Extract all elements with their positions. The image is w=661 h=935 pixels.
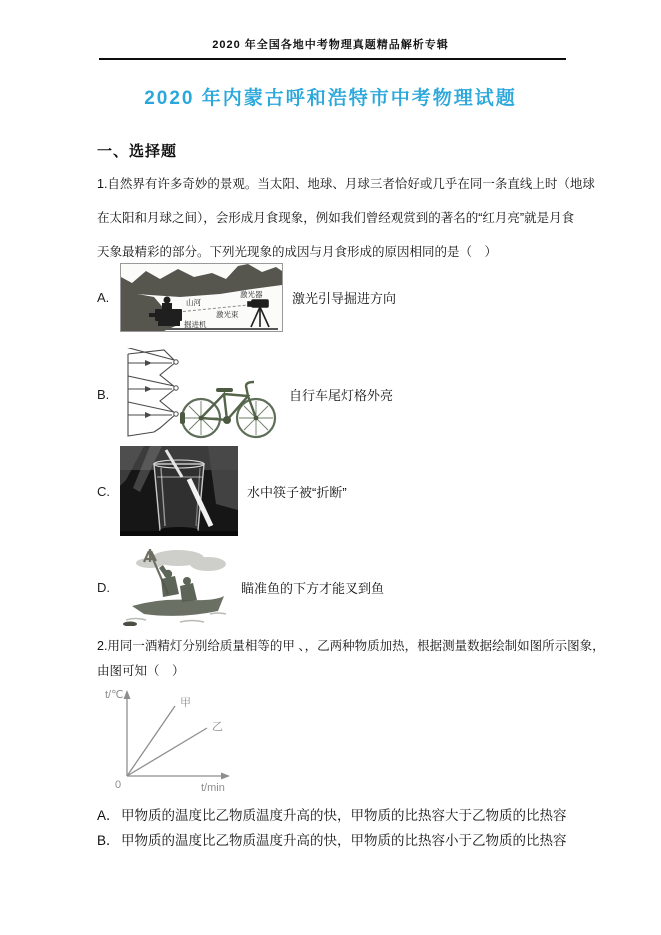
page-title: 2020 年内蒙古呼和浩特市中考物理试题: [144, 88, 517, 109]
q1-line-2: 在太阳和月球之间），会形成月食现象，例如我们曾经观赏到的著名的“红月亮”就是月食: [97, 211, 575, 225]
q1-option-b: [97, 348, 567, 440]
q2-line-2: 由图可知（ ）: [97, 664, 185, 678]
question-2-text: [97, 634, 605, 684]
graph-x-axis-label: t/min: [201, 782, 225, 794]
q2-option-a-text: 甲物质的温度比乙物质温度升高的快，甲物质的比热容大于乙物质的比热容: [121, 808, 567, 823]
fisherman-figures: [159, 565, 197, 602]
q2-option-a: [97, 806, 567, 826]
q1-option-a: [97, 263, 567, 332]
heating-graph: [97, 686, 327, 798]
reflector-diagram: [120, 348, 180, 440]
q2-option-b-text: 甲物质的温度比乙物质温度升高的快，甲物质的比热容小于乙物质的比热容: [121, 833, 567, 848]
q1-option-a-caption: 激光引导掘进方向: [292, 291, 397, 306]
tunnel-laser-figure: [120, 263, 283, 332]
section-heading: 一、选择题: [97, 143, 178, 160]
graph-series-jia-label: 甲: [180, 697, 191, 709]
q1-option-a-label: A.: [97, 290, 110, 305]
figure-label-machine: 掘进机: [184, 320, 207, 329]
q1-option-c-caption: 水中筷子被“折断”: [247, 484, 347, 500]
bicycle-figure: [180, 370, 278, 440]
page-content: [97, 140, 605, 851]
q2-option-a-label: A．: [97, 808, 120, 823]
y-axis-arrow-icon: [124, 690, 131, 699]
question-1-text: [97, 167, 595, 269]
q1-option-b-label: B.: [97, 386, 110, 402]
x-axis-arrow-icon: [221, 773, 230, 780]
q1-option-d: [97, 548, 567, 626]
q1-option-d-caption: 瞄准鱼的下方才能叉到鱼: [241, 580, 385, 596]
graph-series-yi-label: 乙: [212, 721, 223, 733]
chopstick-glass-photo: [120, 446, 238, 536]
figure-label-laser-device: 激光器: [240, 290, 263, 299]
q1-option-b-caption: 自行车尾灯格外亮: [289, 387, 394, 403]
figure-label-laser-beam: 激光束: [216, 310, 239, 319]
bicycle-reflector-figure: [120, 348, 280, 440]
spearfishing-figure: [120, 548, 232, 626]
q2-line-1: 2.用同一酒精灯分别给质量相等的甲 、，乙两种物质加热，根据测量数据绘制如图所示图象，: [97, 639, 605, 653]
graph-y-axis-label: t/℃: [105, 689, 124, 701]
header-divider: [99, 58, 566, 60]
q1-option-d-label: D.: [97, 579, 110, 595]
q1-option-c-label: C.: [97, 483, 110, 499]
q2-option-b: [97, 831, 567, 851]
q2-option-b-label: B．: [97, 833, 120, 848]
q1-line-3: 天象最精彩的部分。下列光现象的成因与月食形成的原因相同的是（ ）: [97, 245, 498, 259]
figure-label-mountain: 山河: [186, 298, 201, 307]
q1-line-1: 1.自然界有许多奇妙的景观。当太阳、地球、月球三者恰好或几乎在同一条直线上时（地球: [97, 177, 595, 191]
graph-origin-label: 0: [115, 779, 122, 791]
q1-option-c: [97, 446, 567, 536]
series-header: 2020 年全国各地中考物理真题精品解析专辑: [212, 39, 449, 51]
